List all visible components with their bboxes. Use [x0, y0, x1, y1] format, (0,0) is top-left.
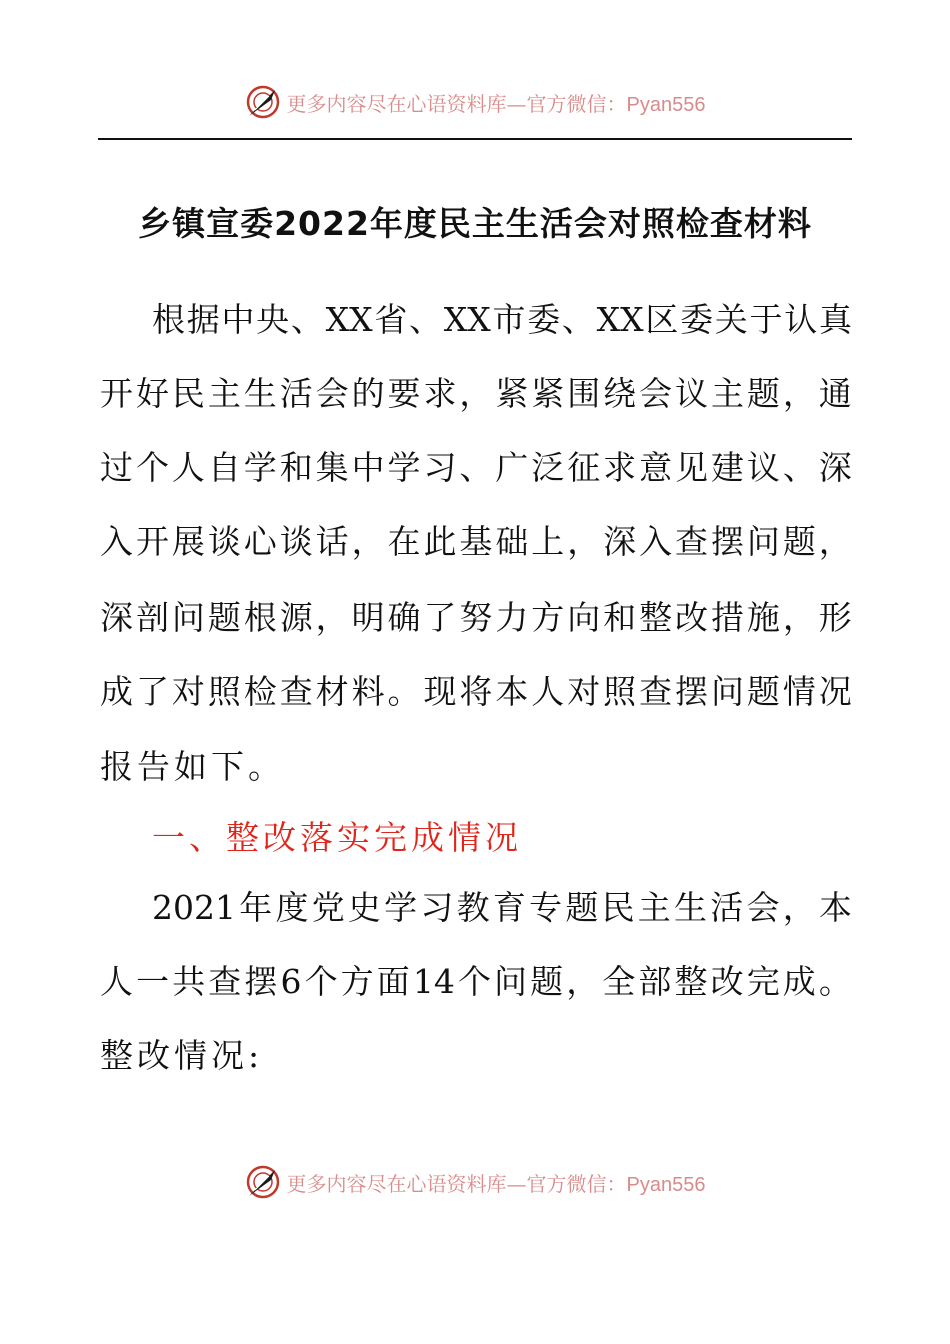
quill-pen-logo-icon: [245, 1164, 281, 1200]
paragraph-line: 入 开 展 谈 心 谈 话 ， 在 此 基 础 上 ， 深 入 查 摆 问 题 ，: [100, 522, 852, 561]
header-watermark: [0, 82, 950, 122]
paragraph-line: 报告如下。: [100, 747, 285, 786]
footer-watermark: [0, 1162, 950, 1202]
paragraph-line: 2021 年 度 党 史 学 习 教 育 专 题 民 主 生 活 会 ， 本: [152, 888, 852, 927]
paragraph-line: 开 好 民 主 生 活 会 的 要 求 ， 紧 紧 围 绕 会 议 主 题 ， 通: [100, 374, 852, 413]
header-divider: [98, 138, 852, 140]
paragraph-line: 整改情况:: [100, 1036, 264, 1075]
section-heading: 一、整改落实完成情况: [152, 818, 522, 857]
paragraph-line: 过 个 人 自 学 和 集 中 学 习 、 广 泛 征 求 意 见 建 议 、 深: [100, 448, 852, 487]
quill-pen-logo-icon: [245, 84, 281, 120]
watermark-text: 更多内容尽在心语资料库—官方微信：Pyan556: [286, 91, 706, 116]
paragraph-line: 根 据 中 央 、 XX 省 、 XX 市 委 、 XX 区 委 关 于 认 真: [152, 300, 852, 339]
paragraph-line: 深 剖 问 题 根 源 ， 明 确 了 努 力 方 向 和 整 改 措 施 ， 形: [100, 598, 852, 637]
document-title: 乡镇宣委2022年度民主生活会对照检查材料: [138, 204, 812, 243]
watermark-text: 更多内容尽在心语资料库—官方微信：Pyan556: [286, 1171, 706, 1196]
paragraph-line: 人 一 共 查 摆 6 个 方 面 14 个 问 题 ， 全 部 整 改 完 成 。: [100, 962, 852, 1001]
paragraph-line: 成 了 对 照 检 查 材 料 。 现 将 本 人 对 照 查 摆 问 题 情 况: [100, 672, 852, 711]
